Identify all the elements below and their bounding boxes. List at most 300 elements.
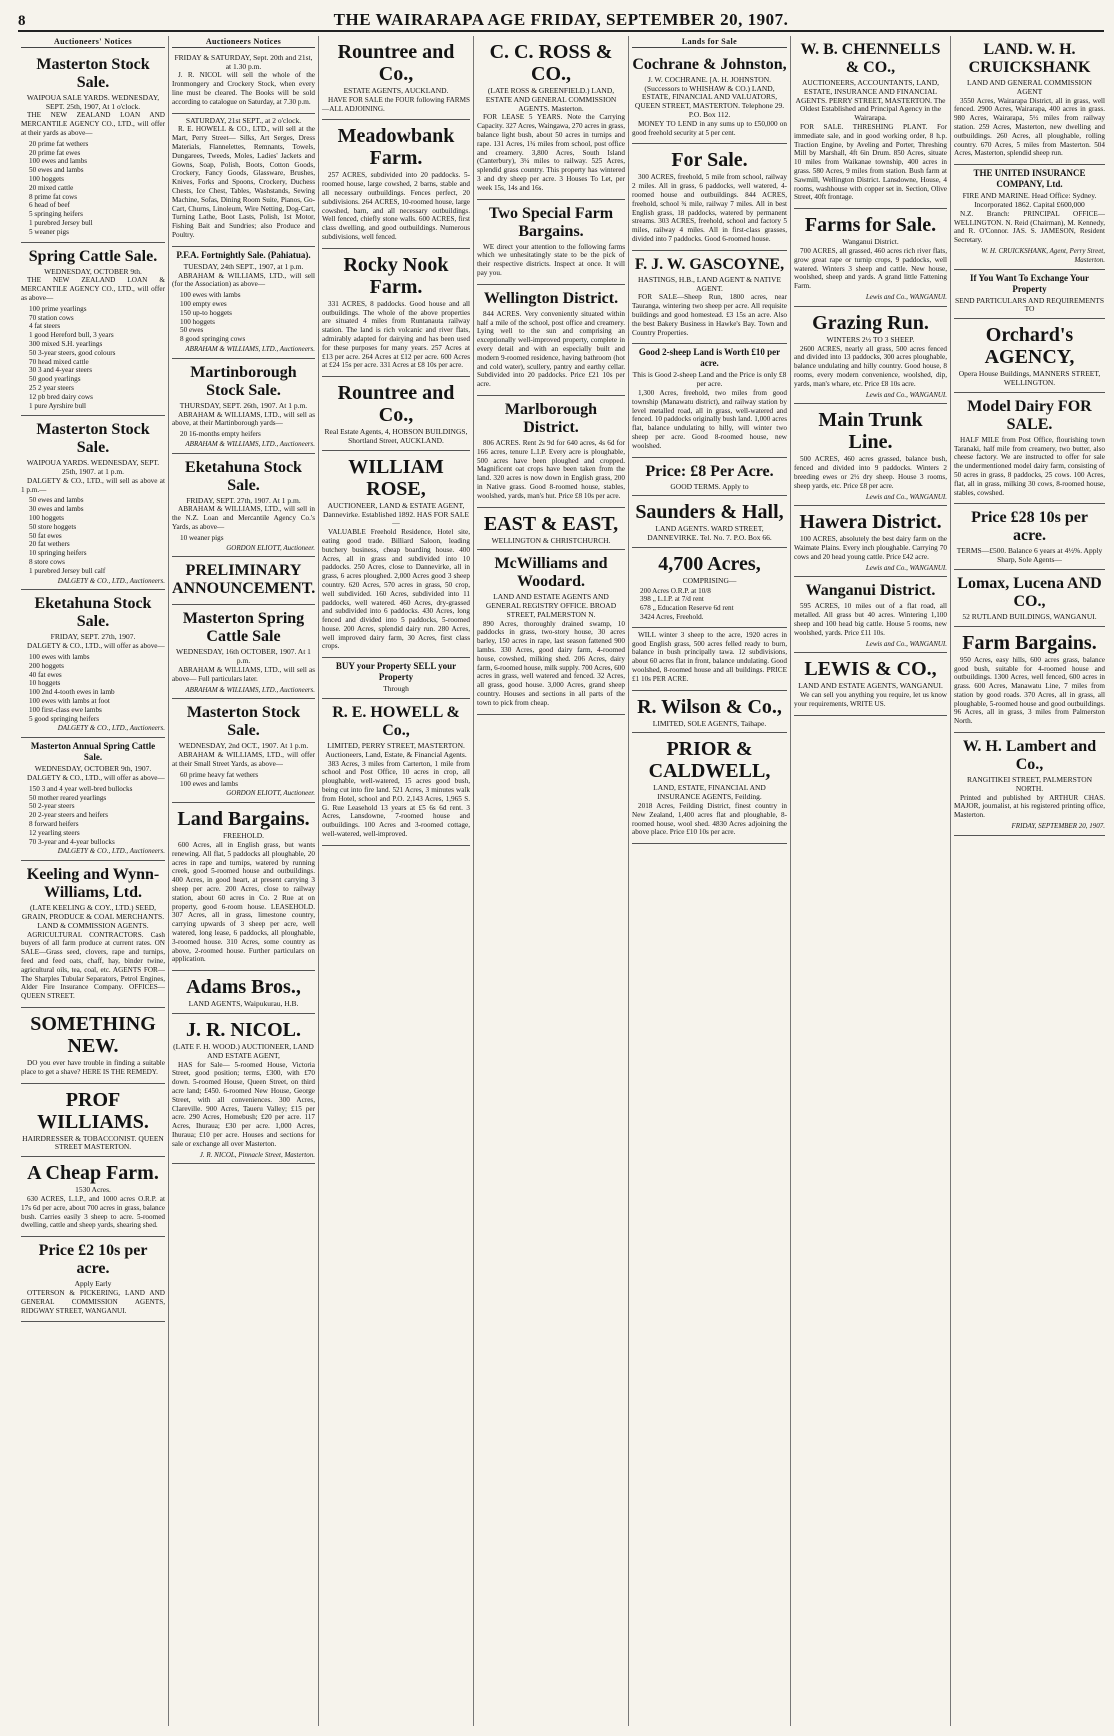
ad-subtitle: TUESDAY, 24th SEPT., 1907, at 1 p.m. <box>183 261 304 271</box>
advertisement <box>21 861 165 1008</box>
ad-body <box>794 247 947 291</box>
lot-line: 12 pb bred dairy cows <box>29 392 93 401</box>
ad-signature: Lewis and Co., WANGANUI. <box>865 639 947 648</box>
advertisement <box>477 36 625 200</box>
ad-body <box>632 293 787 337</box>
ad-title: Wanganui District. <box>805 582 936 600</box>
ad-body-text: 331 ACRES, 8 paddocks. Good house and all outbuildings. The whole of the above properties are situated 4 miles from Runtanauta railway station. The land is rich volcanic and river flats, admirably adapted for dairying and has been used for these purposes for many years. 257 Acres at £13 per acre. 264 Acres at £12 per acre. 600 Acres at £24 15s per acre. 331 Acres at £8 10s per acre. <box>322 299 470 370</box>
lot-line: 50 store hoggets <box>29 522 77 531</box>
lot-line: 8 forward heifers <box>29 820 79 828</box>
lot-line: 100 prime yearlings <box>29 304 87 313</box>
ad-signature: ABRAHAM & WILLIAMS, LTD., Auctioneers. <box>185 439 315 448</box>
ad-subtitle: 1530 Acres. <box>75 1185 111 1195</box>
ad-title: R. Wilson & Co., <box>637 695 782 718</box>
ad-body-text: DALGETY & CO., LTD., will sell as above at 1 p.m.— <box>21 476 165 494</box>
ad-body-text: ABRAHAM & WILLIAMS, LTD., will sell in the N.Z. Loan and Mercantile Agency Co.'s Yards, as above— <box>172 505 315 532</box>
lot-line: 50 mother reared yearlings <box>29 793 107 802</box>
ad-body <box>794 535 947 561</box>
advertisement <box>172 605 315 699</box>
ad-body-text: 700 ACRES, all grassed, 460 acres rich river flats, grow great rape or turnip crops, 9 paddocks, well watered. Winters 3 sheep and cattle. New house, woolshed, sheep and yards. A grand little Fattening Farm. <box>794 246 947 291</box>
lot-line: 20 2-year steers and heifers <box>29 811 109 820</box>
newspaper-title: THE WAIRARAPA AGE FRIDAY, SEPTEMBER 20, 1907. <box>333 10 789 29</box>
advertisement <box>21 1157 165 1237</box>
advertisement <box>172 247 315 359</box>
ad-body-text: 100 ACRES, absolutely the best dairy farm on the Waimate Plains. Every inch ploughable. Carrying 70 cows and 20 head young cattle. Price £42 acre. <box>794 535 947 561</box>
ad-lot-list <box>172 430 315 439</box>
ad-signature: DALGETY & CO., LTD., Auctioneers. <box>57 724 165 733</box>
ad-lot-list <box>21 305 165 411</box>
ad-signature: Lewis and Co., WANGANUI. <box>865 292 947 301</box>
lot-line: 50 ewes <box>180 326 204 335</box>
ad-body <box>477 113 625 192</box>
ad-body <box>632 173 787 243</box>
advertisement <box>172 699 315 803</box>
columns <box>18 36 1108 1726</box>
ad-subtitle: (LATE F. H. WOOD.) AUCTIONEER, LAND AND ESTATE AGENT, <box>173 1041 314 1060</box>
lot-line: 70 head mixed cattle <box>29 357 89 366</box>
ad-subtitle: LAND AGENTS, Waipukurau, H.B. <box>188 999 299 1009</box>
ad-title: PROF WILLIAMS. <box>37 1088 149 1133</box>
ad-title: Model Dairy FOR SALE. <box>967 397 1092 433</box>
lot-line: 50 2-year steers <box>29 802 75 811</box>
column-1 <box>18 36 168 1726</box>
ad-title: W. B. CHENNELLS & CO., <box>800 41 941 76</box>
lot-line: 70 station cows <box>29 313 74 322</box>
lot-line: 100 ewes with lambs <box>29 653 90 662</box>
column-3 <box>318 36 473 1726</box>
ad-body-text: ABRAHAM & WILLIAMS, LTD., will sell (for the Association) as above— <box>172 271 315 289</box>
ad-body <box>21 774 165 783</box>
advertisement <box>954 627 1105 733</box>
advertisement <box>21 416 165 590</box>
ad-lot-list <box>21 140 165 237</box>
ad-subtitle: J. W. COCHRANE. [A. H. JOHNSTON. (Successors to WHISHAW & CO.) LAND, ESTATE, FINANCIAL AND VALUATORS, QUEEN STREET, MASTERTON. Telephone 29. P.O. Box 112. <box>634 74 785 119</box>
advertisement <box>954 393 1105 505</box>
ad-title: Masterton Annual Spring Cattle Sale. <box>30 741 156 763</box>
ad-title: Masterton Stock Sale. <box>36 421 150 457</box>
ad-signature: Lewis and Co., WANGANUI. <box>865 390 947 399</box>
ad-body <box>954 656 1105 726</box>
ad-title: Marlborough District. <box>504 400 598 436</box>
ad-body <box>21 1289 165 1315</box>
ad-signature: GORDON ELIOTT, Auctioneer. <box>226 789 315 798</box>
advertisement <box>954 165 1105 269</box>
ad-title: Rountree and Co., <box>337 382 455 427</box>
lot-line: 100 empty ewes <box>180 299 227 308</box>
lot-line: 1 purebred Jersey bull <box>29 218 93 227</box>
ad-signature: GORDON ELIOTT, Auctioneer. <box>226 543 315 552</box>
advertisement <box>21 1084 165 1158</box>
advertisement <box>954 319 1105 393</box>
ad-body-text: 844 ACRES. Very conveniently situated within half a mile of the school, post office and creamery. Lying well to the sun and comprising an exceptionally well-improved property, complete in every detail and with an especially built and modern 9-roomed residence, having bathroom (hot and cold water), scullery, pantry and earthy cellar. Subdivided into 20 paddocks. Price £21 10s per acre. <box>477 309 625 389</box>
ad-title: Spring Cattle Sale. <box>28 247 158 265</box>
ad-lot-list <box>21 653 165 723</box>
ad-body <box>172 272 315 290</box>
ad-title: PRIOR & CALDWELL, <box>648 738 771 783</box>
ad-subtitle: LAND AND ESTATE AGENTS, WANGANUI. <box>798 681 943 691</box>
advertisement <box>21 590 165 738</box>
lot-line: 1 good Hereford bull, 3 years <box>29 331 114 340</box>
ad-lot-list <box>172 534 315 543</box>
ad-title: McWilliams and Woodard. <box>494 555 608 591</box>
column-5 <box>628 36 790 1726</box>
lot-line: 4 fat steers <box>29 322 61 331</box>
ad-title: W. H. Lambert and Co., <box>962 738 1097 774</box>
ad-body-text: 806 ACRES. Rent 2s 9d for 640 acres, 4s 6d for 166 acres, tenure L.I.P. Every acre is ploughable, 500 acres have been ploughed and cropped. Magnificent oat crops have been taken from the land. 320 acres is now down in English grass, 200 in Native grass. Good 8-roomed house, stables, woolshed, yards, man's hut. Price £8 10s per acre. <box>477 438 625 500</box>
ad-body-text: FOR SALE. THRESHING PLANT. For immediate sale, and in good working order, 8 h.p. Traction Engine, by Aveling and Porter, Threshing Mill by Marshall, 4ft 6in Drum. 850 Acres, situate 10 miles from Waikanae township, 400 acres in grass. 580 Acres, 9 miles from station. Bush farm at Sawmill, Wellington District. Lansdowne, House, 4 rooms, washhouse with copper set in. Section, Olive Street, 40ft frontage. <box>794 122 947 202</box>
lot-line: 60 prime heavy fat wethers <box>180 770 259 779</box>
ad-body <box>172 505 315 531</box>
lot-line: 200 Acres O.R.P. at 10/8 <box>640 586 711 595</box>
ad-body-text: OTTERSON & PICKERING, LAND AND GENERAL COMMISSION AGENTS, RIDGWAY STREET, WANGANUI. <box>21 1288 165 1315</box>
advertisement <box>172 454 315 558</box>
ad-subtitle: COMPRISING— <box>682 575 737 585</box>
lot-line: 150 3 and 4 year well-bred bullocks <box>29 784 133 793</box>
ad-subtitle: WEDNESDAY, OCTOBER 9th. <box>44 266 142 276</box>
ad-title: F. J. W. GASCOYNE, <box>634 255 785 273</box>
lot-line: 5 good springing heifers <box>29 714 100 723</box>
lot-line: 100 ewes with lambs <box>180 291 241 300</box>
ad-title: Lomax, Lucena AND CO., <box>957 574 1102 610</box>
ad-body <box>322 300 470 370</box>
ad-body-text: 890 Acres, thoroughly drained swamp, 10 paddocks in grass, two-story house, 30 acres barley, 150 acres in rape, last season fattened 900 lambs. 330 Acres, good dairy farm, 4-roomed house, cowshed, milking shed. 206 Acres, dairy farm, 6-roomed house, milk supply. 700 Acres, 600 acres in grass, well watered and fenced. 32 Acres, all grass, good house. 3,000 Acres, grand sheep country. Houses and sections in all parts of the town to pick from cheap. <box>477 619 625 707</box>
ad-subtitle: This is Good 2-sheep Land and the Price is only £8 per acre. <box>632 370 787 389</box>
column-header: Auctioneers Notices <box>172 38 315 48</box>
ad-signature: W. H. CRUICKSHANK, Agent, Perry Street, Masterton. <box>981 246 1105 264</box>
advertisement <box>632 344 787 457</box>
ad-title: EAST & EAST, <box>483 512 619 535</box>
ad-body-text: ABRAHAM & WILLIAMS, LTD., will offer at their Small Street Yards, as above— <box>172 751 315 769</box>
advertisement <box>21 243 165 417</box>
ad-subtitle: (LATE KEELING & COY., LTD.) SEED, GRAIN, PRODUCE & COAL MERCHANTS. LAND & COMMISSION AGENTS. <box>21 903 165 930</box>
ad-body <box>477 310 625 389</box>
ad-title: LEWIS & CO., <box>804 658 937 681</box>
lot-line: 20 prime fat ewes <box>29 148 81 157</box>
ad-body-text: 2018 Acres, Feilding District, finest country in New Zealand, 1,400 acres flat and ploughable, 8-roomed house, wool shed. 4830 Acres adjoining the above place. Price £10 10s per acre. <box>632 802 787 837</box>
ad-body-text: HALF MILE from Post Office, flourishing town Taranaki, half mile from creamery, two butter, also cheese factory. We are instructed to offer for sale the undermentioned model dairy farm, consisting of 50 acres in grass, 8 paddocks, 25 cows. 100 Acres, flat, all in grass, milking 30 cows, 8-roomed house, stables, cowshed. <box>954 435 1105 497</box>
advertisement <box>21 51 165 243</box>
ad-title: Eketahuna Stock Sale. <box>185 458 302 494</box>
advertisement <box>172 971 315 1014</box>
ad-body <box>21 1195 165 1230</box>
ad-title: Hawera District. <box>799 511 942 534</box>
ad-body <box>794 691 947 709</box>
lot-line: 100 hoggets <box>180 317 215 326</box>
ad-body-text: THE NEW ZEALAND LOAN AND MERCANTILE AGENCY CO., LTD., will offer at their yards as above— <box>21 111 165 137</box>
column-2 <box>168 36 318 1726</box>
ad-title: A Cheap Farm. <box>27 1162 159 1185</box>
column-4 <box>473 36 628 1726</box>
ad-body-text: MONEY TO LEND in any sums up to £50,000 on good freehold security at 5 per cent. <box>632 119 787 137</box>
column-6 <box>790 36 950 1726</box>
ad-title: R. E. HOWELL & Co., <box>332 704 460 740</box>
ad-title: Masterton Stock Sale. <box>186 704 301 740</box>
advertisement <box>794 506 947 577</box>
lot-line: 100 2nd 4-tooth ewes in lamb <box>29 688 115 697</box>
ad-body-text: R. E. HOWELL & CO., LTD., will sell at the Mart, Perry Street— Silks, Art Serges, Dress Materials, Flannelettes, Remnants, Towels, Dungarees, Tweeds, Moles, Ladies' Jackets and Gowns, Soap, Polish, Boots, Cotton Goods, Crockery, Fancy Goods, Glassware, Brushes, Knives, Forks and Spoons, Crockery, Duchess Chests, Ice Chest, Tables, Washstands, Sewing Machine, Sofas, Dining Room Suite, Pianos, Go-Cart, Churns, Linoleum, Wire Netting, Dog-Cart, Turning Lathe, Boot Lasts, Polish, 1st Motor, Fishing Bait and Sundries; also Produce and Poultry. <box>172 125 315 239</box>
ad-subtitle: FRIDAY, SEPT. 27th, 1907. At 1 p.m. <box>186 495 301 505</box>
advertisement <box>477 508 625 551</box>
ad-body-text: We can sell you anything you require, let us know your requirements, WRITE US. <box>794 691 947 709</box>
ad-title: P.F.A. Fortnightly Sale. (Pahiatua). <box>176 249 311 260</box>
advertisement <box>21 738 165 861</box>
ad-title: Masterton Spring Cattle Sale <box>182 610 305 646</box>
advertisement <box>322 249 470 377</box>
advertisement <box>632 51 787 145</box>
ad-body <box>322 171 470 241</box>
ad-title: Land Bargains. <box>177 808 310 831</box>
lot-line: 100 ewes and lambs <box>29 157 88 166</box>
ad-body-text: ABRAHAM & WILLIAMS, LTD., will sell as above, at their Martinborough yards— <box>172 410 315 428</box>
ad-signature: J. R. NICOL, Pinnacle Street, Masterton. <box>199 1150 315 1159</box>
ad-subtitle: LIMITED, PERRY STREET, MASTERTON. Auctioneers, Land, Estate, & Financial Agents. <box>325 741 467 759</box>
lot-line: 12 yearling steers <box>29 828 80 837</box>
ad-lot-list <box>21 496 165 575</box>
ad-subtitle: AUCTIONEER, LAND & ESTATE AGENT, Dannevirke. Established 1892. HAS FOR SALE— <box>322 500 470 528</box>
advertisement <box>794 404 947 506</box>
ad-subtitle: THURSDAY, SEPT. 26th, 1907. At 1 p.m. <box>179 400 308 410</box>
ad-body-text: 3550 Acres, Wairarapa District, all in grass, well fenced. 2900 Acres, Wairarapa, 400 acres in grass. 980 Acres, Wairarapa, 5½ miles from railway station. 259 Acres, Masterton, new dwelling and outbuildings. 260 Acres, all ploughable, rolling country. 670 Acres, 5 miles from Masterton. 504 Acres, Masterton, splendid sheep run. <box>954 96 1105 158</box>
ad-subtitle: LAND, ESTATE, FINANCIAL AND INSURANCE AGENTS, Feilding. <box>653 783 766 802</box>
lot-line: 100 hoggets <box>29 174 64 183</box>
ad-title: C. C. ROSS & CO., <box>489 41 613 85</box>
ad-subtitle: LIMITED, SOLE AGENTS, Taihape. <box>652 718 767 728</box>
advertisement <box>632 691 787 734</box>
advertisement <box>794 307 947 405</box>
ad-title: Grazing Run. <box>812 311 929 334</box>
ad-subtitle: FIRE AND MARINE. Head Office: Sydney. Incorporated 1862. Capital £600,000 <box>962 191 1097 209</box>
ad-body <box>172 71 315 106</box>
advertisement <box>632 458 787 497</box>
lot-line: 100 hoggets <box>29 514 64 523</box>
ad-body-text: FOR LEASE 5 YEARS. Note the Carrying Capacity. 327 Acres, Waingawa, 270 acres in grass, balance light bush, about 50 acres in turnips and rape. 131 Acres, 1¾ miles from school, post office and creamery. 3,800 Acres, South Island (Canterbury), 3¼ miles to railway. 525 Acres, splendid grass country. This property has wintered 3 and dry sheep per acre. 3 Houses To Let, per week 15s, 14s and 16s. <box>477 113 625 192</box>
lot-line: 8 store cows <box>29 558 65 567</box>
ad-body <box>632 389 787 451</box>
ad-title: THE UNITED INSURANCE COMPANY, Ltd. <box>973 168 1086 190</box>
ad-title: Orchard's AGENCY, <box>984 324 1075 369</box>
ad-title: Farms for Sale. <box>804 214 937 237</box>
advertisement <box>632 144 787 250</box>
ad-body <box>172 125 315 239</box>
lot-line: 40 fat ewes <box>29 670 62 679</box>
ad-title: BUY your Property SELL your Property <box>335 661 457 683</box>
ad-body-text: AGRICULTURAL CONTRACTORS. Cash buyers of all farm produce at current rates. ON SALE—Grass seed, clovers, rape and turnips, feed and feed oats, chaff, hay, binder twine, agricultural oils, tea, coal, etc. AGENTS FOR—The Sharples Tubular Separators, Petrol Engines, Alder Fire Insurance Company. OFFICES—QUEEN STREET. <box>21 930 165 1001</box>
ad-subtitle: WINTERS 2½ TO 3 SHEEP. <box>826 334 915 344</box>
ad-body-text: FOR SALE—Sheep Run, 1800 acres, near Tauranga, wintering two sheep per acre. All requisite buildings and good homestead. £3 15s an acre. Also the best Bakery Business in Hawke's Bay. Town and Country Properties. <box>632 293 787 337</box>
ad-body-text: DALGETY & CO., LTD., will offer as above— <box>27 642 165 651</box>
ad-body-text: WILL winter 3 sheep to the acre, 1920 acres in good English grass, 500 acres felled ready to burn, balance in bush principally tawa. 12 subdivisions, about 60 acres flat in front, balance undulating. Good woolshed, 8-roomed house and all buildings. PRICE £1 10s PER ACRE. <box>632 630 787 683</box>
lot-line: 5 weaner pigs <box>29 227 69 236</box>
lot-line: 50 ewes and lambs <box>29 166 84 175</box>
column-7 <box>950 36 1108 1726</box>
ad-body <box>322 96 470 114</box>
lot-line: 100 first-class ewe lambs <box>29 705 102 714</box>
advertisement <box>21 1237 165 1322</box>
ad-body-text: DO you ever have trouble in finding a suitable place to get a shave? HERE IS THE REMEDY. <box>21 1058 165 1076</box>
ad-body-text: 257 ACRES, subdivided into 20 paddocks. 5-roomed house, large cowshed, 2 barns, stable and all necessary outbuildings. Fences perfect, 20 subdivisions. 264 ACRES, 10-roomed house, large cowshed, barn, and all necessary outbuildings. Well fenced, chiefly stone walls. 600 ACRES, first class dwelling, and good outbuildings. Numerous subdivisions, well fenced. <box>322 171 470 241</box>
ad-subtitle: WAIPOUA YARDS. WEDNESDAY, SEPT. 25th, 1907. at 1 p.m. <box>26 458 160 477</box>
advertisement <box>632 548 787 628</box>
lot-line: 20 mixed cattle <box>29 183 74 192</box>
ad-title: Cochrane & Johnston, <box>632 55 787 73</box>
ad-body <box>21 642 165 651</box>
ad-signature: Lewis and Co., WANGANUI. <box>865 563 947 572</box>
ad-body <box>21 111 165 137</box>
ad-body <box>632 120 787 138</box>
lot-line: 5 springing heifers <box>29 210 83 219</box>
ad-body <box>172 841 315 964</box>
ad-body <box>477 243 625 278</box>
advertisement <box>794 577 947 653</box>
lot-line: 50 ewes and lambs <box>29 496 84 505</box>
lot-line: 50 3-year steers, good colours <box>29 348 116 357</box>
column-header: Lands for Sale <box>632 38 787 48</box>
lot-line: 70 3-year and 4-year bullocks <box>29 837 115 846</box>
advertisement <box>477 285 625 396</box>
ad-title: Good 2-sheep Land is Worth £10 per acre. <box>638 347 781 369</box>
ad-body-text: 1,300 Acres, freehold, two miles from good township (Manawatu district), and railway station by level metalled road, all in grass, well-watered and fenced. 10 paddocks originally bush land. 1,000 acres flat, balance undulating to hilly, will winter two sheep per acre. Good 8-roomed house, new woolshed. <box>632 388 787 450</box>
ad-title: SOMETHING NEW. <box>30 1012 156 1057</box>
ad-body <box>632 802 787 837</box>
ad-subtitle: LAND AND GENERAL COMMISSION AGENT <box>967 78 1092 96</box>
column-header: Auctioneers' Notices <box>21 38 165 48</box>
ad-subtitle: SATURDAY, 21st SEPT., at 2 o'clock. <box>185 115 302 125</box>
ad-lot-list <box>172 771 315 789</box>
ad-lot-list <box>632 587 787 622</box>
advertisement <box>794 36 947 209</box>
lot-line: 10 hoggets <box>29 679 61 688</box>
ad-subtitle: LAND AND ESTATE AGENTS AND GENERAL REGISTRY OFFICE. BROAD STREET, PALMERSTON N. <box>485 592 617 619</box>
ad-body-text: ABRAHAM & WILLIAMS, LTD., will sell as above— Full particulars later. <box>172 666 315 683</box>
ad-body-text: 600 Acres, all in English grass, but wants renewing. All flat, 5 paddocks all ploughable, 20 acres in rape and turnips, watered by running creek, good 5-roomed house and outbuildings. 400 Acres, in good heart, at present carrying 3 sheep per acre. 200 Acres, close to railway station, about 60 acres in Co. 2 Rue at on property, good 6-room house. LEASEHOLD. 307 Acres, all in grass, limestone country, carrying upwards of 3 sheep per acre, well watered, long lease, 6 paddocks, all ploughable, 3-roomed house. 310 Acres, some country as above, 2-roomed house. Further particulars on application. <box>172 841 315 964</box>
advertisement <box>954 270 1105 320</box>
lot-line: 25 2 year steers <box>29 383 74 392</box>
ad-body-text: THE NEW ZEALAND LOAN & MERCANTILE AGENCY CO., LTD., will offer as above— <box>21 276 165 302</box>
ad-lot-list <box>172 291 315 344</box>
ad-body <box>632 631 787 684</box>
ad-body-text: 383 Acres, 3 miles from Carterton, 1 mile from school and Post Office, 10 acres in crop, all ploughable, well-watered, 15 acres good bush, being cut into fire land. 521 Acres, 3 minutes walk from Hotel, school and P.O. 2,143 Acres, 1,965 S. G. Rue Leasehold 13 years at £5 6s 6d rent. 3 Acres, Lansdowne, 7-roomed house and outbuildings. 100 Acres and 3-roomed cottage, well-watered, well-improved. <box>322 759 470 839</box>
page-number: 8 <box>18 13 26 29</box>
lot-line: 50 fat ewes <box>29 531 62 540</box>
lot-line: 8 good springing cows <box>180 335 246 344</box>
ad-title: Adams Bros., <box>186 976 301 999</box>
advertisement <box>794 653 947 715</box>
ad-body <box>21 1059 165 1077</box>
ad-body <box>477 620 625 708</box>
ad-subtitle: 52 RUTLAND BUILDINGS, WANGANUI. <box>962 611 1097 621</box>
lot-line: 100 ewes and lambs <box>180 779 239 788</box>
ad-body-text: 630 ACRES, L.I.P., and 1000 acres O.R.P. at 17s 6d per acre, about 700 acres in grass, balance bush. Carries easily 3 sheep to acre. 5-roomed dwelling, cattle and sheep yards, shearing shed. <box>21 1194 165 1230</box>
ad-title: 4,700 Acres, <box>658 552 761 575</box>
lot-line: 10 springing heifers <box>29 549 87 558</box>
ad-title: Price £28 10s per acre. <box>971 509 1088 545</box>
advertisement <box>322 36 470 120</box>
ad-title: Main Trunk Line. <box>818 409 923 454</box>
ad-signature: FRIDAY, SEPTEMBER 20, 1907. <box>1011 822 1105 831</box>
ad-body-text: 595 ACRES, 10 miles out of a flat road, all metalled. All grass but 40 acres. Wintering 1,100 sheep and 100 head big cattle. House 5 rooms, new woolshed, yards. Price £11 10s. <box>794 602 947 637</box>
lot-line: 10 weaner pigs <box>180 533 224 542</box>
lot-line: 150 up-to hoggets <box>180 308 232 317</box>
ad-body <box>322 760 470 839</box>
ad-body-text: Printed and published by ARTHUR CHAS. MAJOR, journalist, at his registered printing office, Masterton. <box>954 793 1105 820</box>
ad-title: Keeling and Wynn-Williams, Ltd. <box>26 866 160 902</box>
ad-body-text: VALUABLE Freehold Residence, Hotel site, eating good trade. Billiard Saloon, leading butchery business, cheap boarding house. 400 Acres, all in grass and subdivided into 10 paddocks. 250 Acres, close to Dannevirke, all in grass, 6 acres ploughed. 2,000 Acres good 3 sheep country. 620 Acres, 570 acres in grass, 50 crop, well subdivided. 160 Acres, subdivided into 11 paddocks, well watered. 460 Acres, dry-grassed and subdivided into 6 paddocks. 430 Acres, long fenced and divided into 5 paddocks, 5-roomed house. 200 Acres, splendid dairy run. 280 Acres, well improved dairy farm, 30 Acres, first class crops. <box>322 528 470 651</box>
lot-line: 30 ewes and lambs <box>29 505 84 514</box>
ad-title: Wellington District. <box>483 289 619 307</box>
lot-line: 1 pure Ayrshire bull <box>29 401 87 410</box>
advertisement <box>954 504 1105 570</box>
advertisement <box>322 451 470 659</box>
advertisement <box>322 699 470 846</box>
ad-body <box>322 528 470 651</box>
advertisement <box>794 209 947 307</box>
lot-line: 300 mixed S.H. yearlings <box>29 339 103 348</box>
ad-subtitle: WELLINGTON & CHRISTCHURCH. <box>491 535 611 545</box>
ad-subtitle: TERMS—£500. Balance 6 years at 4½%. Apply Sharp, Sole Agents— <box>956 546 1103 565</box>
advertisement <box>21 1008 165 1084</box>
advertisement <box>172 114 315 247</box>
ad-subtitle: HASTINGS, H.B., LAND AGENT & NATIVE AGENT. <box>638 274 781 293</box>
ad-subtitle: WAIPOUA SALE YARDS. WEDNESDAY, SEPT. 25th, 1907, At 1 o'clock. <box>26 92 160 111</box>
ad-body-text: 300 ACRES, freehold, 5 mile from school, railway 2 miles. All in grass, 6 paddocks, well watered, 4-roomed house and outbuildings. 844 ACRES, freehold, school ¾ mile, railway 7 miles. All in best English grass, 18 paddocks, watered by permanent streams. 303 ACRES, freehold, school and factory 5 miles, railway 4 miles. All in first-class grasses, divided into 7 paddocks. Good 6-roomed house. <box>632 173 787 243</box>
ad-body-text: DALGETY & CO., LTD., will offer as above— <box>27 774 165 783</box>
advertisement <box>632 733 787 844</box>
ad-title: Price £2 10s per acre. <box>38 1242 148 1278</box>
advertisement <box>322 377 470 451</box>
ad-subtitle: AUCTIONEERS, ACCOUNTANTS, LAND, ESTATE, INSURANCE AND FINANCIAL AGENTS. PERRY STREET, MASTERTON. The Oldest Established and Principal Agency in the Wairarapa. <box>795 78 946 123</box>
ad-subtitle: FREEHOLD. <box>222 831 265 841</box>
lot-line: 20 prime fat wethers <box>29 139 89 148</box>
ad-title: PRELIMINARY ANNOUNCEMENT. <box>172 562 316 598</box>
ad-title: If You Want To Exchange Your Property <box>970 272 1089 294</box>
lot-line: 6 head of beef <box>29 201 70 210</box>
ad-body-text: WE direct your attention to the following farms which we unhesitatingly state to be the pick of their respective districts. Inspect at once. It will pay you. <box>477 242 625 277</box>
advertisement <box>632 628 787 691</box>
ad-signature: DALGETY & CO., LTD., Auctioneers. <box>57 576 165 585</box>
ad-title: Price: £8 Per Acre. <box>645 462 774 480</box>
advertisement <box>477 200 625 285</box>
ad-body <box>172 666 315 684</box>
advertisement <box>172 803 315 971</box>
ad-body <box>794 602 947 637</box>
ad-signature: ABRAHAM & WILLIAMS, LTD., Auctioneers. <box>185 344 315 353</box>
ad-subtitle: GOOD TERMS. Apply to <box>670 481 749 491</box>
advertisement <box>172 359 315 454</box>
ad-subtitle: ESTATE AGENTS, AUCKLAND. <box>343 86 449 95</box>
ad-body-text: 2600 ACRES, nearly all grass, 500 acres fenced and divided into 13 paddocks, 300 acres ploughable, balance undulating and hilly country. Good house, 8 rooms, every modern convenience, woolshed, dip, yards, man's whare, etc. Price £8 10s acre. <box>794 344 947 388</box>
ad-signature: DALGETY & CO., LTD., Auctioneers. <box>57 847 165 856</box>
ad-body <box>794 123 947 202</box>
lot-line: 3424 Acres, Freehold. <box>640 613 704 622</box>
lot-line: 30 3 and 4-year steers <box>29 366 93 375</box>
ad-signature: ABRAHAM & WILLIAMS, LTD., Auctioneers. <box>185 685 315 694</box>
advertisement <box>477 550 625 714</box>
advertisement <box>632 496 787 548</box>
ad-title: Eketahuna Stock Sale. <box>34 595 152 631</box>
ad-body-text: N.Z. Branch: PRINCIPAL OFFICE—WELLINGTON. N. Reid (Chairman), M. Kennedy, and R. O'Connor. JAS. S. JAMESON, Resident Secretary. <box>954 209 1105 245</box>
ad-body-text: 500 ACRES, 460 acres grassed, balance bush, fenced and divided into 9 paddocks. Winters 2 breeding ewes or 2½ dry sheep. House 3 rooms, sheep yards, etc. Price £8 per acre. <box>794 455 947 490</box>
advertisement <box>954 36 1105 165</box>
lot-line: 678 „ Education Reserve 6d rent <box>640 604 734 613</box>
ad-subtitle: Real Estate Agents, 4, HOBSON BUILDINGS, Shortland Street, AUCKLAND. <box>324 427 468 445</box>
ad-title: Two Special Farm Bargains. <box>488 204 614 240</box>
lot-line: 50 good yearlings <box>29 375 81 384</box>
ad-subtitle: Through <box>383 684 409 694</box>
ad-title: J. R. NICOL. <box>185 1018 301 1041</box>
ad-subtitle: Wanganui District. <box>842 237 899 247</box>
ad-subtitle: WEDNESDAY, 2nd OCT., 1907. At 1 p.m. <box>178 741 309 751</box>
ad-subtitle: WEDNESDAY, 16th OCTOBER, 1907. At 1 p.m. <box>176 647 311 666</box>
